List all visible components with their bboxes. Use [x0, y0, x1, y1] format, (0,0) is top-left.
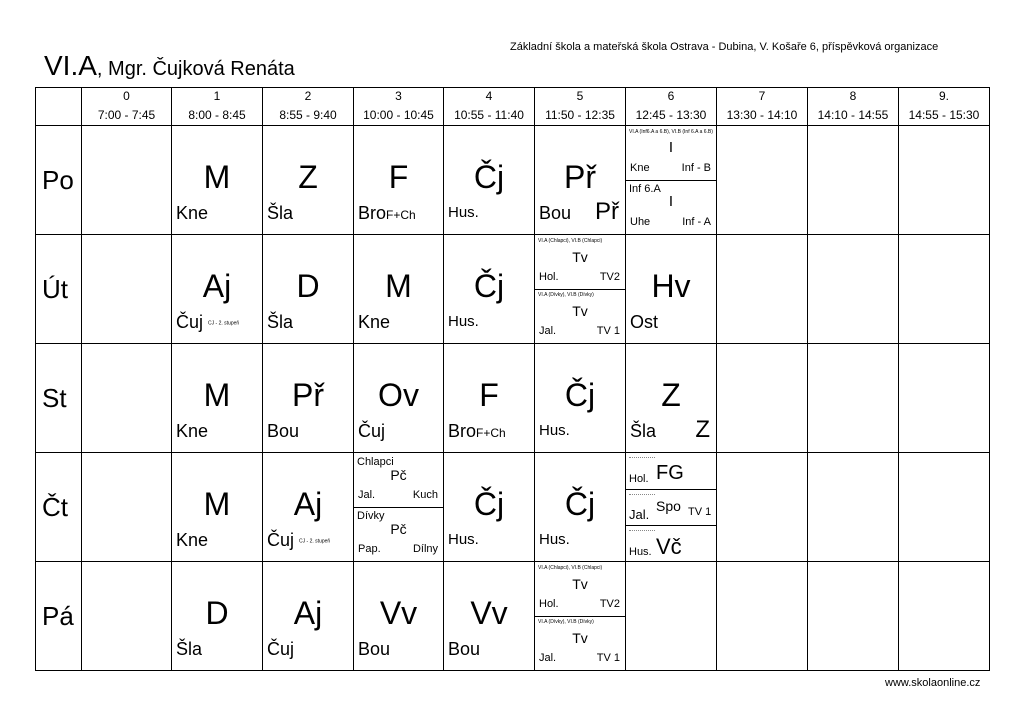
- lesson-empty: [717, 235, 808, 344]
- period-number: 5: [535, 88, 626, 106]
- lesson-cell: [444, 453, 535, 562]
- footer-url: www.skolaonline.cz: [885, 677, 981, 689]
- period-number: 9.: [899, 88, 990, 106]
- lesson-teacher: Kne: [176, 421, 209, 441]
- lesson-teacher: Šla: [267, 203, 294, 223]
- lesson-subject: Vv: [379, 595, 418, 631]
- lesson-cell-split: [535, 235, 626, 344]
- lesson-teacher: Šla: [176, 639, 203, 659]
- lesson-teacher-room: [448, 420, 506, 444]
- lesson-subject: Aj: [293, 486, 323, 522]
- lesson-empty: [717, 453, 808, 562]
- lesson-teacher: Šla: [630, 421, 657, 441]
- lesson-teacher: Ost: [630, 312, 659, 332]
- lesson-empty: [808, 562, 899, 671]
- lesson-subject: Tv: [572, 630, 588, 646]
- lesson-empty: [808, 453, 899, 562]
- divider-dots: [629, 457, 655, 458]
- lesson-subject: Vč: [656, 534, 682, 559]
- timetable: [35, 87, 990, 671]
- lesson-subject: FG: [656, 462, 684, 484]
- lesson-cell: [626, 344, 717, 453]
- lesson-subject: Aj: [202, 268, 232, 304]
- corner-cell: [36, 88, 82, 126]
- lesson-cell: [263, 235, 354, 344]
- lesson-subject: Tv: [572, 303, 588, 319]
- lesson-subject: I: [668, 139, 674, 156]
- lesson-cell-split: [354, 453, 444, 562]
- lesson-teacher: Kne: [176, 530, 209, 550]
- period-number: 3: [354, 88, 444, 106]
- lesson-cell: [444, 344, 535, 453]
- lesson-teacher: Uhe: [630, 216, 651, 228]
- lesson-note: CJ - 2. stupeň: [299, 538, 331, 545]
- period-number: 6: [626, 88, 717, 106]
- header-times-row: [36, 105, 990, 126]
- lesson-cell-split: [535, 562, 626, 671]
- day-label: Po: [36, 126, 82, 235]
- lesson-subject: Př: [564, 159, 596, 195]
- lesson-subject: Z: [661, 377, 681, 413]
- lesson-subject: Spo: [656, 498, 681, 514]
- lesson-empty: [899, 562, 990, 671]
- lesson-teacher: Bou: [358, 639, 391, 659]
- lesson-teacher: Čuj: [358, 421, 386, 441]
- lesson-teacher: Jal.: [358, 489, 376, 501]
- lesson-teacher: Čuj: [176, 312, 204, 332]
- lesson-subject: Hv: [651, 268, 691, 304]
- lesson-subject: Př: [292, 377, 324, 413]
- lesson-group: Inf 6.A: [629, 183, 661, 195]
- lesson-teacher: Hol.: [629, 473, 649, 485]
- lesson-cell: [444, 126, 535, 235]
- lesson-teacher: Bou: [267, 421, 300, 441]
- lesson-teacher: Kne: [630, 162, 650, 174]
- lesson-subject: Čj: [564, 377, 596, 413]
- lesson-cell: [535, 453, 626, 562]
- class-teacher: , Mgr. Čujková Renáta: [96, 58, 295, 80]
- lesson-cell-split3: [626, 453, 717, 562]
- period-time: 14:55 - 15:30: [899, 105, 990, 126]
- lesson-teacher: Bou: [539, 203, 572, 223]
- lesson-room: TV2: [599, 598, 620, 610]
- lesson-cell: [444, 562, 535, 671]
- lesson-teacher: Hol.: [539, 271, 559, 283]
- lesson-teacher: Hus.: [539, 531, 570, 548]
- lesson-empty: [808, 344, 899, 453]
- period-time: 11:50 - 12:35: [535, 105, 626, 126]
- lesson-subject: Tv: [572, 249, 588, 265]
- lesson-cell: [354, 344, 444, 453]
- lesson-subject: Pč: [390, 521, 407, 537]
- lesson-subject: Čj: [473, 268, 505, 304]
- lesson-room: TV 1: [688, 506, 712, 518]
- lesson-cell: [172, 344, 263, 453]
- lesson-cell: [354, 126, 444, 235]
- period-time: 8:00 - 8:45: [172, 105, 263, 126]
- lesson-empty: [82, 562, 172, 671]
- period-time: 10:55 - 11:40: [444, 105, 535, 126]
- lesson-teacher: Bro: [358, 203, 387, 223]
- lesson-teacher: Jal.: [629, 507, 650, 522]
- lesson-cell: [535, 126, 626, 235]
- lesson-teacher-note: [267, 529, 330, 552]
- period-time: 7:00 - 7:45: [82, 105, 172, 126]
- lesson-teacher: Hus.: [448, 531, 479, 548]
- lesson-subject: M: [203, 486, 231, 522]
- lesson-empty: [82, 235, 172, 344]
- period-number: 8: [808, 88, 899, 106]
- lesson-room: TV 1: [596, 325, 620, 337]
- lesson-group: Chlapci: [357, 456, 394, 468]
- lesson-cell: [263, 453, 354, 562]
- lesson-empty: [899, 344, 990, 453]
- lesson-subject: F: [479, 377, 499, 413]
- lesson-teacher: Hol.: [539, 598, 559, 610]
- lesson-cell: [354, 562, 444, 671]
- lesson-teacher: Hus.: [629, 546, 652, 558]
- lesson-room: TV2: [599, 271, 620, 283]
- lesson-empty: [717, 562, 808, 671]
- lesson-teacher: Jal.: [539, 325, 557, 337]
- lesson-subject: M: [203, 377, 231, 413]
- lesson-cell-split: [626, 126, 717, 235]
- lesson-teacher: Jal.: [539, 652, 557, 664]
- lesson-empty: [82, 126, 172, 235]
- lesson-cell: [354, 235, 444, 344]
- lesson-cell: [263, 562, 354, 671]
- period-time: 13:30 - 14:10: [717, 105, 808, 126]
- day-row-ct: [36, 453, 990, 562]
- lesson-subject: F: [388, 159, 409, 195]
- day-row-st: [36, 344, 990, 453]
- page-title: [44, 50, 295, 82]
- lesson-subject: Ov: [378, 377, 419, 413]
- lesson-subject: M: [385, 268, 412, 304]
- period-number: 1: [172, 88, 263, 106]
- lesson-teacher: Bro: [448, 421, 477, 441]
- lesson-room: Inf - B: [681, 162, 711, 174]
- lesson-subject: Čj: [473, 486, 505, 522]
- lesson-subject: Čj: [473, 159, 505, 195]
- class-name: VI.A: [44, 50, 97, 81]
- lesson-empty: [899, 126, 990, 235]
- lesson-empty: [899, 453, 990, 562]
- lesson-teacher: Pap.: [358, 543, 381, 555]
- lesson-cell: [626, 235, 717, 344]
- lesson-room: Dílny: [412, 543, 438, 555]
- lesson-subject: M: [203, 159, 231, 195]
- day-row-pa: [36, 562, 990, 671]
- lesson-cell: [172, 126, 263, 235]
- header-numbers-row: [36, 88, 990, 106]
- lesson-subject: Vv: [470, 595, 508, 631]
- lesson-cell: [172, 562, 263, 671]
- lesson-empty: [717, 126, 808, 235]
- lesson-teacher: Bou: [448, 639, 481, 659]
- period-number: 4: [444, 88, 535, 106]
- day-label: St: [36, 344, 82, 453]
- lesson-teacher: Kne: [358, 312, 391, 332]
- lesson-group: VI.A (Chlapci), VI.B (Chlapci): [538, 238, 603, 244]
- period-time: 12:45 - 13:30: [626, 105, 717, 126]
- lesson-group: VI.A (Inf6.A a 6.B), VI.B (Inf 6.A a 6.B): [629, 129, 713, 135]
- lesson-teacher: Šla: [267, 312, 294, 332]
- lesson-room: F+Ch: [476, 426, 506, 440]
- lesson-subject: D: [205, 595, 229, 631]
- lesson-subject: Tv: [572, 576, 588, 592]
- lesson-cell: [535, 344, 626, 453]
- lesson-room: Inf - A: [682, 216, 711, 228]
- lesson-teacher-note: [176, 311, 239, 334]
- lesson-cell: [263, 126, 354, 235]
- lesson-room: TV 1: [596, 652, 620, 664]
- day-row-po: [36, 126, 990, 235]
- period-time: 10:00 - 10:45: [354, 105, 444, 126]
- lesson-cell: [263, 344, 354, 453]
- period-number: 7: [717, 88, 808, 106]
- lesson-teacher: Kne: [176, 203, 209, 223]
- lesson-room: Př: [595, 198, 619, 225]
- lesson-teacher: Hus.: [448, 313, 479, 330]
- period-number: 2: [263, 88, 354, 106]
- lesson-group: Dívky: [357, 510, 385, 522]
- lesson-teacher-room: [358, 202, 416, 226]
- day-label: Pá: [36, 562, 82, 671]
- lesson-teacher: Hus.: [539, 422, 570, 439]
- lesson-empty: [808, 235, 899, 344]
- day-label: Út: [36, 235, 82, 344]
- lesson-note: CJ - 2. stupeň: [208, 320, 240, 327]
- lesson-empty: [82, 344, 172, 453]
- lesson-subject: D: [296, 268, 320, 304]
- period-time: 8:55 - 9:40: [263, 105, 354, 126]
- lesson-empty: [82, 453, 172, 562]
- lesson-empty: [626, 562, 717, 671]
- lesson-subject: I: [668, 193, 674, 210]
- divider-dots: [629, 530, 655, 531]
- lesson-cell: [172, 235, 263, 344]
- lesson-subject: Čj: [564, 486, 596, 522]
- lesson-empty: [899, 235, 990, 344]
- period-time: 14:10 - 14:55: [808, 105, 899, 126]
- lesson-group: VI.A (Dívky), VI.B (Dívky): [538, 619, 594, 625]
- lesson-teacher: Čuj: [267, 530, 295, 550]
- lesson-empty: [808, 126, 899, 235]
- divider-dots: [629, 494, 655, 495]
- lesson-empty: [717, 344, 808, 453]
- lesson-subject: Z: [298, 159, 318, 195]
- lesson-room: F+Ch: [386, 208, 416, 222]
- lesson-group: VI.A (Chlapci), VI.B (Chlapci): [538, 565, 603, 571]
- school-name: Základní škola a mateřská škola Ostrava - Dubina, V. Košaře 6, příspěvková organizace: [510, 41, 939, 53]
- lesson-group: VI.A (Dívky), VI.B (Dívky): [538, 292, 594, 298]
- day-row-ut: [36, 235, 990, 344]
- lesson-room: Z: [695, 416, 710, 443]
- day-label: Čt: [36, 453, 82, 562]
- lesson-cell: [444, 235, 535, 344]
- lesson-subject: Aj: [293, 595, 323, 631]
- lesson-subject: Pč: [390, 467, 407, 483]
- lesson-room: Kuch: [412, 489, 438, 501]
- lesson-teacher: Hus.: [448, 204, 479, 221]
- lesson-cell: [172, 453, 263, 562]
- period-number: 0: [82, 88, 172, 106]
- lesson-teacher: Čuj: [267, 639, 295, 659]
